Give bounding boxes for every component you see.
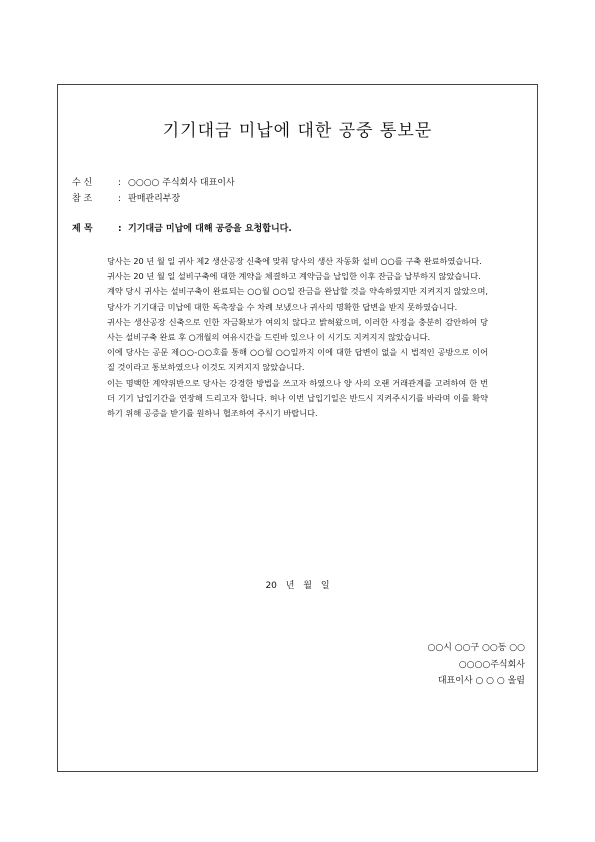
subject-label: 제 목 (72, 224, 93, 234)
subject-row (72, 223, 292, 235)
body-paragraph: 귀사는 20 년 월 일 설비구축에 대한 계약을 체결하고 계약금을 납입한 이후 잔금을 납부하지 않았습니다. (107, 271, 481, 282)
sender-company: ○○○○주식회사 (458, 660, 525, 670)
body-paragraph: 이에 당사는 공문 제○○-○○호를 통해 ○○월 ○○일까지 이에 대한 답변이 없을 시 법적인 공방으로 이어질 것이라고 통보하였으나 이것도 지켜지지 않았습니다. (107, 347, 488, 373)
body-paragraph: 당사는 20 년 월 일 귀사 제2 생산공장 신축에 맞춰 당사의 생산 자동화 설비 ○○를 구축 완료하였습니다. (107, 256, 482, 266)
reference-label: 참 조 (72, 194, 93, 204)
recipient-row (72, 177, 235, 189)
document-title: 기기대금 미납에 대한 공중 통보문 (162, 121, 433, 141)
recipient-label: 수 신 (72, 178, 93, 188)
reference-row (72, 193, 180, 205)
document-date: 20 년 월 일 (265, 581, 330, 591)
sender-signatory: 대표이사 ○ ○ ○ 올림 (437, 676, 525, 686)
subject-value: 기기대금 미납에 대해 공증을 요청합니다. (128, 224, 292, 234)
document-body (107, 254, 488, 421)
sender-address: ○○시 ○○구 ○○동 ○○ (427, 643, 525, 653)
body-paragraph: 귀사는 생산공장 신축으로 인한 자금확보가 여의치 않다고 밝혀왔으며, 이러한 사정을 충분히 감안하여 당사는 설비구축 완료 후 ○개월의 여유시간을 드린바 있으나 이 시기도 지켜지지 않았습니다. (107, 316, 488, 343)
reference-colon: : (118, 194, 122, 204)
subject-colon: : (118, 224, 122, 234)
body-paragraph: 이는 명백한 계약위반으로 당사는 강경한 방법을 쓰고자 하였으나 양 사의 오랜 거래관계를 고려하여 한 번 더 기기 납입기간을 연장해 드리고자 합니다. 허나 이번 납입기일은 반드시 지켜주시기를 바라며 이를 확약하기 위해 공증을 받기를 원하니 협조하여 주시기 바랍니다. (107, 377, 488, 419)
recipient-value: ○○○○ 주식회사 대표이사 (128, 178, 235, 188)
reference-value: 판매관리부장 (128, 194, 181, 204)
recipient-colon: : (118, 178, 122, 188)
body-paragraph: 계약 당시 귀사는 설비구축이 완료되는 ○○월 ○○일 잔금을 완납할 것을 약속하였지만 지켜지지 않았으며, 당사가 기기대금 미납에 대한 독촉장을 수 차례 보냈으나 귀사의 명확한 답변을 받지 못하였습니다. (107, 286, 488, 312)
